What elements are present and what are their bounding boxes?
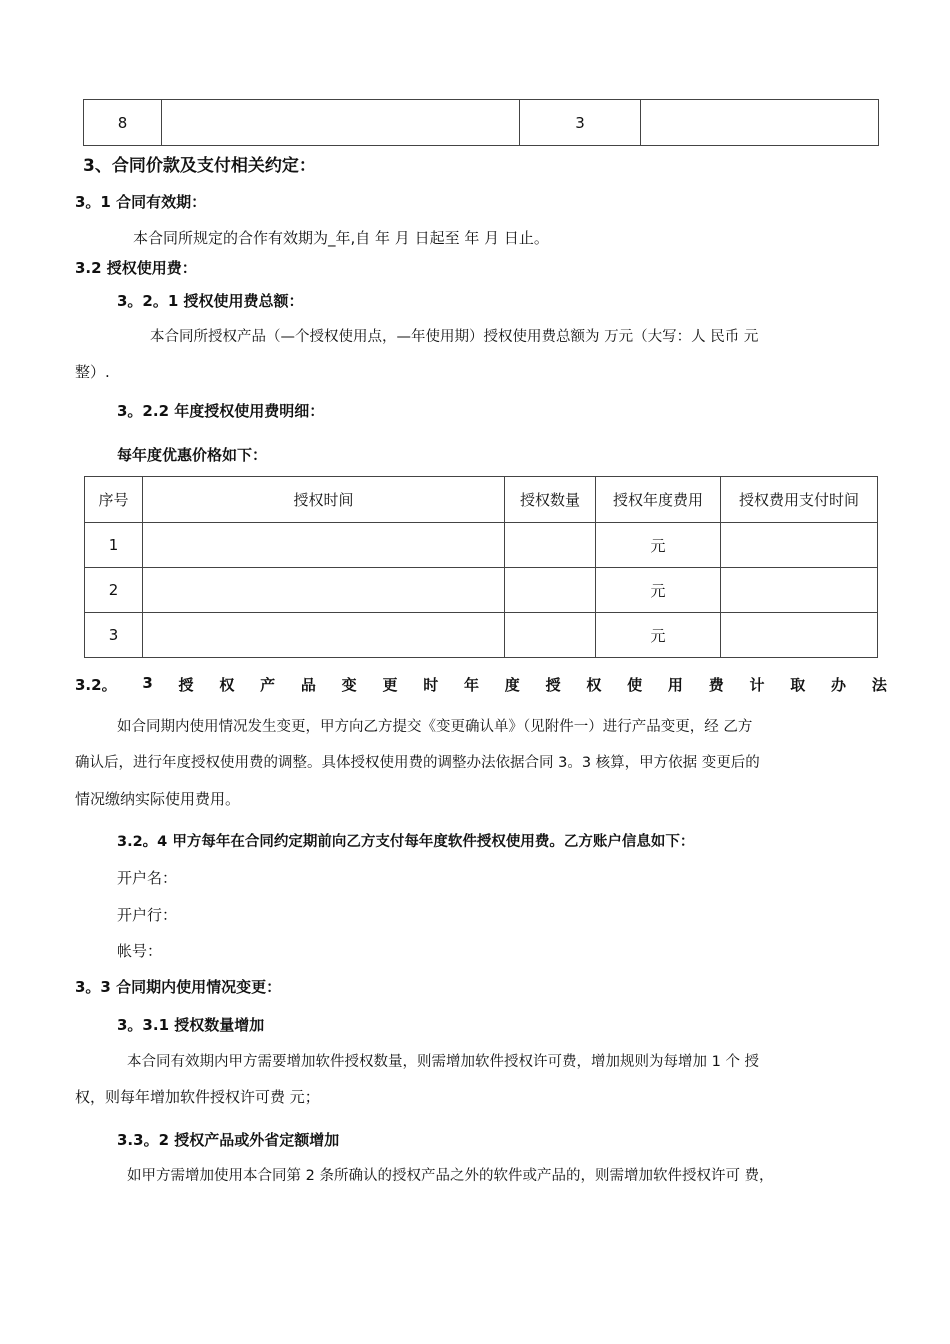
heading-char: 费 (708, 676, 724, 694)
section-3-3-1-heading: 3。3.1 授权数量增加 (117, 1016, 265, 1034)
heading-char: 使 (627, 676, 643, 694)
price-caption: 每年度优惠价格如下： (117, 446, 268, 464)
heading-char: 用 (667, 676, 683, 694)
heading-char: 变 (341, 676, 357, 694)
heading-char: 计 (749, 676, 765, 694)
heading-char: 授 (545, 676, 561, 694)
table-cell: 3 (520, 100, 641, 146)
heading-char: 更 (382, 676, 398, 694)
section-3-1-heading: 3。1 合同有效期： (75, 193, 207, 211)
section-3-3-1-line-2: 权，则每年增加软件授权许可费 元； (75, 1088, 320, 1106)
header-cell-payment-time: 授权费用支付时间 (721, 477, 878, 523)
table-cell (721, 523, 878, 568)
heading-char: 产 (260, 676, 276, 694)
table-row (85, 523, 878, 568)
section-3-3-1-line-1: 本合同有效期内甲方需要增加软件授权数量，则需增加软件授权许可费，增加规则为每增加 1 个 授 (127, 1054, 760, 1070)
section-3-3-heading: 3。3 合同期内使用情况变更： (75, 978, 282, 996)
heading-char: 年 (464, 676, 480, 694)
table-cell: 元 (596, 523, 721, 568)
table-cell (143, 523, 505, 568)
header-cell-annual-fee: 授权年度费用 (596, 477, 721, 523)
section-3-2-3-line-3: 情况缴纳实际使用费用。 (75, 790, 241, 808)
table-row (85, 568, 878, 613)
table-cell (505, 568, 596, 613)
section-3-2-1-line-1: 本合同所授权产品（—个授权使用点，—年使用期）授权使用费总额为 万元（大写：人 民币 元 (150, 329, 759, 345)
heading-char: 权 (586, 676, 602, 694)
header-cell-time: 授权时间 (143, 477, 505, 523)
table-cell: 3 (85, 613, 143, 658)
heading-char: 授 (178, 676, 194, 694)
account-name: 开户名： (117, 869, 178, 887)
account-bank: 开户行： (117, 906, 178, 924)
table-cell: 8 (84, 100, 162, 146)
section-3-2-3-line-2: 确认后，进行年度授权使用费的调整。具体授权使用费的调整办法依据合同 3。3 核算，甲方依据 变更后的 (75, 755, 760, 771)
header-cell-index: 序号 (85, 477, 143, 523)
fee-table (84, 476, 878, 658)
table-cell: 元 (596, 613, 721, 658)
table-cell (721, 568, 878, 613)
table-header-row (85, 477, 878, 523)
section-3-2-3-heading (75, 674, 887, 695)
heading-char: 度 (504, 676, 520, 694)
heading-char: 3 (142, 674, 153, 692)
section-3-2-1-line-2: 整）. (75, 363, 110, 381)
section-3-3-2-line-1: 如甲方需增加使用本合同第 2 条所确认的授权产品之外的软件或产品的，则需增加软件授权许可 费， (127, 1168, 774, 1184)
header-cell-quantity: 授权数量 (505, 477, 596, 523)
heading-char: 取 (790, 676, 806, 694)
table-cell (721, 613, 878, 658)
table-cell: 元 (596, 568, 721, 613)
top-table (83, 99, 879, 146)
table-cell (143, 613, 505, 658)
table-cell (505, 613, 596, 658)
heading-char: 法 (871, 676, 887, 694)
heading-char: 时 (423, 676, 439, 694)
heading-char: 品 (300, 676, 316, 694)
table-cell: 1 (85, 523, 143, 568)
heading-char: 3.2。 (75, 676, 117, 694)
table-row (85, 613, 878, 658)
table-cell (641, 100, 879, 146)
section-3-3-2-heading: 3.3。2 授权产品或外省定额增加 (117, 1131, 340, 1149)
account-number: 帐号： (117, 942, 163, 960)
section-3-2-1-heading: 3。2。1 授权使用费总额： (117, 292, 304, 310)
section-3-2-4-text: 3.2。4 甲方每年在合同约定期前向乙方支付每年度软件授权使用费。乙方账户信息如下： (117, 834, 695, 850)
heading-char: 权 (219, 676, 235, 694)
section-3-2-2-heading: 3。2.2 年度授权使用费明细： (117, 402, 325, 420)
section-3-2-3-line-1: 如合同期内使用情况发生变更，甲方向乙方提交《变更确认单》（见附件一）进行产品变更，经 乙方 (117, 719, 753, 735)
table-cell (143, 568, 505, 613)
table-cell: 2 (85, 568, 143, 613)
table-cell (162, 100, 520, 146)
section-3-title: 3、合同价款及支付相关约定： (83, 156, 316, 176)
table-cell (505, 523, 596, 568)
heading-char: 办 (831, 676, 847, 694)
section-3-2-heading: 3.2 授权使用费： (75, 259, 197, 277)
table-row (84, 100, 879, 146)
section-3-1-text: 本合同所规定的合作有效期为_年,自 年 月 日起至 年 月 日止。 (133, 229, 549, 247)
